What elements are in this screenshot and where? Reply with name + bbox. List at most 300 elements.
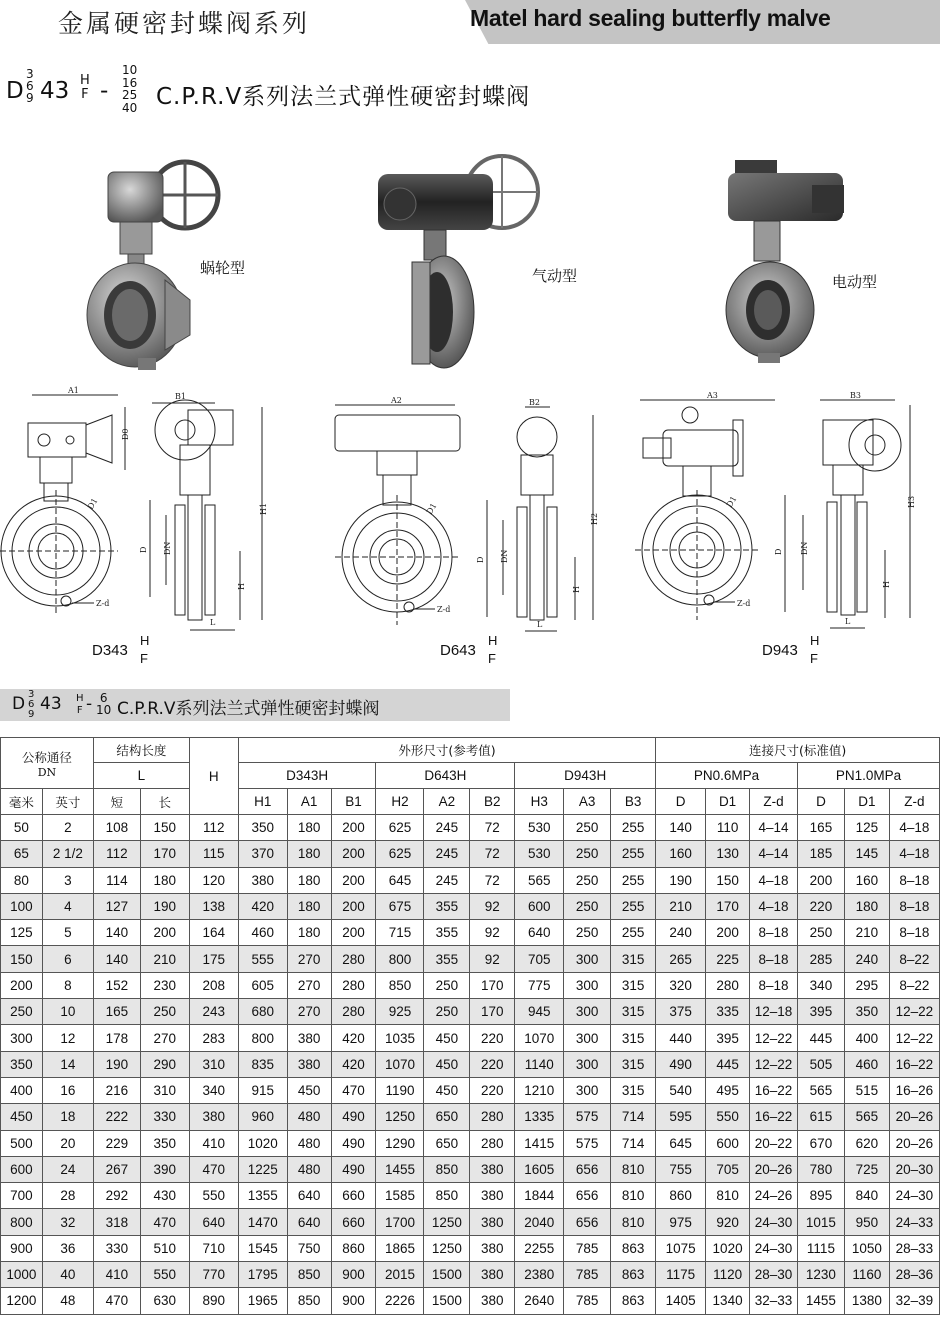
table-cell: 20 [42,1130,93,1156]
table-cell: 4–18 [750,893,798,919]
type-digit-stack: 3 6 9 [26,67,34,105]
table-cell: 310 [140,1077,189,1103]
model-designation [6,64,706,120]
table-row [1,999,940,1025]
table-cell: 1070 [515,1025,564,1051]
table-cell: 490 [331,1156,376,1182]
dim-a2: A2 [391,396,402,405]
table-cell: 270 [287,999,331,1025]
table-cell: 895 [797,1183,844,1209]
table-cell: 470 [140,1209,189,1235]
table-cell: 700 [1,1183,43,1209]
table-cell: 400 [844,1025,889,1051]
header-d343: D343H [238,763,376,789]
table-cell: 1865 [376,1235,424,1261]
table-cell: 540 [656,1077,706,1103]
table-cell: 445 [706,1051,750,1077]
sub-header-cell: 长 [140,789,189,815]
table-cell: 290 [140,1051,189,1077]
table-cell: 850 [424,1183,470,1209]
table-cell: 410 [93,1262,140,1288]
table-cell: 72 [470,841,515,867]
dim-h3: H3 [907,495,916,508]
table-cell: 450 [287,1077,331,1103]
table-cell: 925 [376,999,424,1025]
label-pneumatic: 气动型 [532,267,578,285]
sub-header-cell: Z-d [889,789,939,815]
table-cell: 245 [424,841,470,867]
table-cell: 470 [189,1156,238,1182]
table-cell: 170 [470,999,515,1025]
table-cell: 750 [287,1235,331,1261]
dim-zd: Z-d [96,599,110,608]
dim-l: L [537,620,543,629]
header-length: 结构长度 [93,738,189,763]
table-cell: 400 [1,1077,43,1103]
table-cell: 620 [844,1130,889,1156]
table-cell: 200 [331,893,376,919]
table-cell: 600 [1,1156,43,1182]
dim-d: D [139,546,148,553]
drawing-d343 [0,385,275,640]
table-cell: 12–22 [750,1051,798,1077]
table-cell: 1340 [706,1288,750,1314]
table-cell: 355 [424,893,470,919]
drawing-label-d643: D643 H F [440,633,498,666]
table-cell: 975 [656,1209,706,1235]
table-cell: 1470 [238,1209,287,1235]
table-cell: 250 [564,867,611,893]
table-cell: 785 [564,1288,611,1314]
table-cell: 515 [844,1077,889,1103]
table-cell: 1015 [797,1209,844,1235]
sub-header-cell: B1 [331,789,376,815]
table-cell: 605 [238,972,287,998]
table-row [1,815,940,841]
table-cell: 1605 [515,1156,564,1182]
table-cell: 28–33 [889,1235,939,1261]
table-cell: 1050 [844,1235,889,1261]
table-row [1,972,940,998]
table-cell: 1500 [424,1288,470,1314]
table-cell: 675 [376,893,424,919]
table-cell: 2255 [515,1235,564,1261]
table-cell: 710 [189,1235,238,1261]
header-connect: 连接尺寸(标准值) [656,738,940,763]
dim-dn: DN [163,541,172,555]
table-cell: 230 [140,972,189,998]
dim-l: L [210,618,216,627]
table-cell: 125 [1,920,43,946]
table-cell: 575 [564,1130,611,1156]
table-cell: 216 [93,1077,140,1103]
table-cell: 420 [331,1051,376,1077]
table-cell: 370 [238,841,287,867]
table-cell: 243 [189,999,238,1025]
table-cell: 420 [238,893,287,919]
title-chinese: 金属硬密封蝶阀系列 [58,9,311,38]
table-cell: 4–14 [750,815,798,841]
table-cell: 40 [42,1262,93,1288]
table-cell: 445 [797,1025,844,1051]
table-cell: 92 [470,920,515,946]
table-cell: 164 [189,920,238,946]
table-cell: 3 [42,867,93,893]
table-cell: 180 [287,893,331,919]
table-cell: 420 [331,1025,376,1051]
label-worm-gear: 蜗轮型 [200,259,246,277]
header-pn06: PN0.6MPa [656,763,798,789]
table-cell: 222 [93,1104,140,1130]
table-cell: 640 [287,1183,331,1209]
table-cell: 950 [844,1209,889,1235]
table-cell: 480 [287,1130,331,1156]
dim-h: H [237,583,246,590]
sub-header-cell: A2 [424,789,470,815]
table-cell: 150 [706,867,750,893]
table-cell: 280 [470,1104,515,1130]
table-cell: 250 [564,893,611,919]
table-cell: 490 [656,1051,706,1077]
table-cell: 112 [189,815,238,841]
spec-table [0,737,940,1315]
table-cell: 200 [1,972,43,998]
table-cell: 165 [797,815,844,841]
table-cell: 380 [470,1262,515,1288]
table-cell: 210 [140,946,189,972]
table-row [1,1130,940,1156]
table-cell: 250 [564,815,611,841]
sub-header-cell: 毫米 [1,789,43,815]
table-cell: 800 [1,1209,43,1235]
table-cell: 10 [42,999,93,1025]
header-d643: D643H [376,763,515,789]
table-cell: 175 [189,946,238,972]
table-cell: 380 [238,867,287,893]
table-cell: 1210 [515,1077,564,1103]
table-cell: 295 [844,972,889,998]
table-cell: 900 [1,1235,43,1261]
table-cell: 645 [376,867,424,893]
table-cell: 350 [844,999,889,1025]
table-cell: 670 [797,1130,844,1156]
header-pn10: PN1.0MPa [797,763,939,789]
table-cell: 550 [706,1104,750,1130]
table-cell: 12–18 [750,999,798,1025]
sub-header-cell: D [656,789,706,815]
table-cell: 20–26 [750,1156,798,1182]
table-cell: 240 [656,920,706,946]
table-row [1,946,940,972]
table-row [1,1209,940,1235]
table-cell: 280 [706,972,750,998]
table-cell: 250 [1,999,43,1025]
dim-b2: B2 [529,398,540,407]
table-cell: 267 [93,1156,140,1182]
table-cell: 220 [470,1051,515,1077]
table-cell: 300 [564,972,611,998]
table-cell: 200 [797,867,844,893]
table-cell: 200 [140,920,189,946]
table-cell: 8–18 [750,972,798,998]
table-cell: 110 [706,815,750,841]
table-cell: 1335 [515,1104,564,1130]
table-cell: 380 [470,1235,515,1261]
table-cell: 640 [189,1209,238,1235]
table-cell: 1250 [376,1104,424,1130]
table-cell: 315 [611,1077,656,1103]
table-cell: 145 [844,841,889,867]
table-cell: 470 [331,1077,376,1103]
table-cell: 180 [844,893,889,919]
table-cell: 138 [189,893,238,919]
table-cell: 810 [611,1209,656,1235]
table-cell: 840 [844,1183,889,1209]
table-cell: 6 [42,946,93,972]
table-cell: 112 [93,841,140,867]
table-cell: 350 [1,1051,43,1077]
table-cell: 80 [1,867,43,893]
table-cell: 450 [424,1025,470,1051]
table-cell: 8–18 [889,920,939,946]
table-cell: 755 [656,1156,706,1182]
dim-d1: D1 [424,501,439,516]
table-cell: 715 [376,920,424,946]
table-cell: 770 [189,1262,238,1288]
table-cell: 32 [42,1209,93,1235]
table-cell: 890 [189,1288,238,1314]
table-cell: 850 [287,1288,331,1314]
table-cell: 2226 [376,1288,424,1314]
table-cell: 48 [42,1288,93,1314]
table-cell: 8–18 [889,867,939,893]
table-cell: 300 [1,1025,43,1051]
table-cell: 640 [287,1209,331,1235]
table-cell: 270 [140,1025,189,1051]
table-cell: 505 [797,1051,844,1077]
table-cell: 1020 [238,1130,287,1156]
table-cell: 380 [287,1051,331,1077]
table-cell: 310 [189,1051,238,1077]
table-cell: 280 [470,1130,515,1156]
dim-l: L [845,617,851,626]
table-cell: 1020 [706,1235,750,1261]
pressure-stack: 10 16 25 40 [122,63,138,115]
table-cell: 210 [656,893,706,919]
table-cell: 20–22 [750,1130,798,1156]
table-cell: 1455 [376,1156,424,1182]
table-cell: 355 [424,946,470,972]
table-cell: 1500 [424,1262,470,1288]
table-cell: 180 [287,815,331,841]
table-cell: 160 [656,841,706,867]
table-cell: 150 [140,815,189,841]
table-cell: 1380 [844,1288,889,1314]
table-cell: 810 [611,1183,656,1209]
table-cell: 16 [42,1077,93,1103]
dim-h1: H1 [259,502,268,515]
table-cell: 780 [797,1156,844,1182]
table-cell: 1700 [376,1209,424,1235]
table-cell: 860 [331,1235,376,1261]
drawing-label-d943: D943 H F [762,633,820,666]
table-cell: 208 [189,972,238,998]
table-cell: 900 [331,1262,376,1288]
table-cell: 1250 [424,1235,470,1261]
table-cell: 1035 [376,1025,424,1051]
table-cell: 1290 [376,1130,424,1156]
table-cell: 785 [564,1262,611,1288]
table-cell: 200 [331,920,376,946]
table-cell: 255 [611,815,656,841]
drawing-d943 [635,390,935,640]
table-cell: 28–36 [889,1262,939,1288]
table-cell: 4 [42,893,93,919]
table-cell: 863 [611,1262,656,1288]
table-cell: 1455 [797,1288,844,1314]
table-cell: 265 [656,946,706,972]
table-cell: 850 [287,1262,331,1288]
table-cell: 12–22 [889,1025,939,1051]
table-cell: 8–18 [750,920,798,946]
sub-header-cell: Z-d [750,789,798,815]
dim-d: D [476,556,485,563]
model-suffix: C.P.R.V系列法兰式弹性硬密封蝶阀 [156,84,531,110]
table-cell: 330 [93,1235,140,1261]
header-d943: D943H [515,763,656,789]
sub-header-cell: D1 [706,789,750,815]
table-cell: 180 [140,867,189,893]
dim-zd: Z-d [737,599,751,608]
table-cell: 835 [238,1051,287,1077]
table-cell: 320 [656,972,706,998]
drawing-d643 [325,395,610,645]
table-cell: 125 [844,815,889,841]
table-cell: 4–18 [889,815,939,841]
table-cell: 650 [424,1130,470,1156]
dim-dn: DN [500,549,509,563]
seal-code-stack: H F [80,73,90,102]
table-cell: 340 [797,972,844,998]
table-cell: 375 [656,999,706,1025]
table-cell: 32–39 [889,1288,939,1314]
table-cell: 170 [470,972,515,998]
sub-header-cell: H3 [515,789,564,815]
dim-a1: A1 [68,386,79,395]
table-cell: 250 [564,920,611,946]
table-row [1,1025,940,1051]
table-cell: 850 [376,972,424,998]
table-cell: 8–18 [750,946,798,972]
table-cell: 380 [189,1104,238,1130]
table-cell: 65 [1,841,43,867]
table-cell: 1545 [238,1235,287,1261]
header-h: H [189,738,238,815]
table-cell: 1000 [1,1262,43,1288]
table-row [1,841,940,867]
table-cell: 255 [611,841,656,867]
table-cell: 92 [470,893,515,919]
table-cell: 630 [140,1288,189,1314]
table-cell: 565 [797,1077,844,1103]
table-cell: 185 [797,841,844,867]
table-cell: 645 [656,1130,706,1156]
table-cell: 2 [42,815,93,841]
table-cell: 2 1/2 [42,841,93,867]
table-cell: 18 [42,1104,93,1130]
table-cell: 900 [331,1288,376,1314]
table-cell: 775 [515,972,564,998]
table-cell: 2015 [376,1262,424,1288]
table-cell: 315 [611,1025,656,1051]
table-cell: 555 [238,946,287,972]
table-cell: 490 [331,1104,376,1130]
table-cell: 300 [564,1025,611,1051]
table-cell: 810 [611,1156,656,1182]
table-cell: 72 [470,815,515,841]
table-cell: 315 [611,946,656,972]
table-cell: 285 [797,946,844,972]
table-cell: 24 [42,1156,93,1182]
table-cell: 315 [611,999,656,1025]
sub-header-cell: 英寸 [42,789,93,815]
table-cell: 114 [93,867,140,893]
table-cell: 920 [706,1209,750,1235]
table-cell: 450 [424,1051,470,1077]
table-cell: 615 [797,1104,844,1130]
header-length-l: L [93,763,189,789]
table-cell: 1070 [376,1051,424,1077]
table-cell: 1075 [656,1235,706,1261]
table-cell: 220 [470,1077,515,1103]
table-cell: 250 [424,999,470,1025]
table-cell: 4–14 [750,841,798,867]
table-cell: 280 [331,999,376,1025]
table-cell: 300 [564,946,611,972]
table-row [1,1156,940,1182]
table-cell: 28–30 [750,1262,798,1288]
table-cell: 24–30 [889,1183,939,1209]
dim-h: H [572,586,581,593]
dim-b3: B3 [850,391,861,400]
dim-zd: Z-d [437,605,451,614]
table-row [1,1051,940,1077]
table-cell: 395 [797,999,844,1025]
table-cell: 945 [515,999,564,1025]
table-cell: 16–22 [750,1104,798,1130]
table-cell: 280 [331,946,376,972]
table-cell: 600 [515,893,564,919]
model-prefix: D [6,78,24,104]
table-cell: 190 [656,867,706,893]
sub-header-cell: D1 [844,789,889,815]
table-cell: 1120 [706,1262,750,1288]
table-cell: 4–18 [750,867,798,893]
table-cell: 92 [470,946,515,972]
table-cell: 150 [1,946,43,972]
dim-dn: DN [800,541,809,555]
table-cell: 395 [706,1025,750,1051]
table-cell: 510 [140,1235,189,1261]
table-cell: 550 [189,1183,238,1209]
table-cell: 24–30 [750,1209,798,1235]
table-cell: 380 [470,1288,515,1314]
table-cell: 20–26 [889,1130,939,1156]
table-cell: 1200 [1,1288,43,1314]
table-cell: 480 [287,1104,331,1130]
table-cell: 292 [93,1183,140,1209]
table-cell: 800 [238,1025,287,1051]
